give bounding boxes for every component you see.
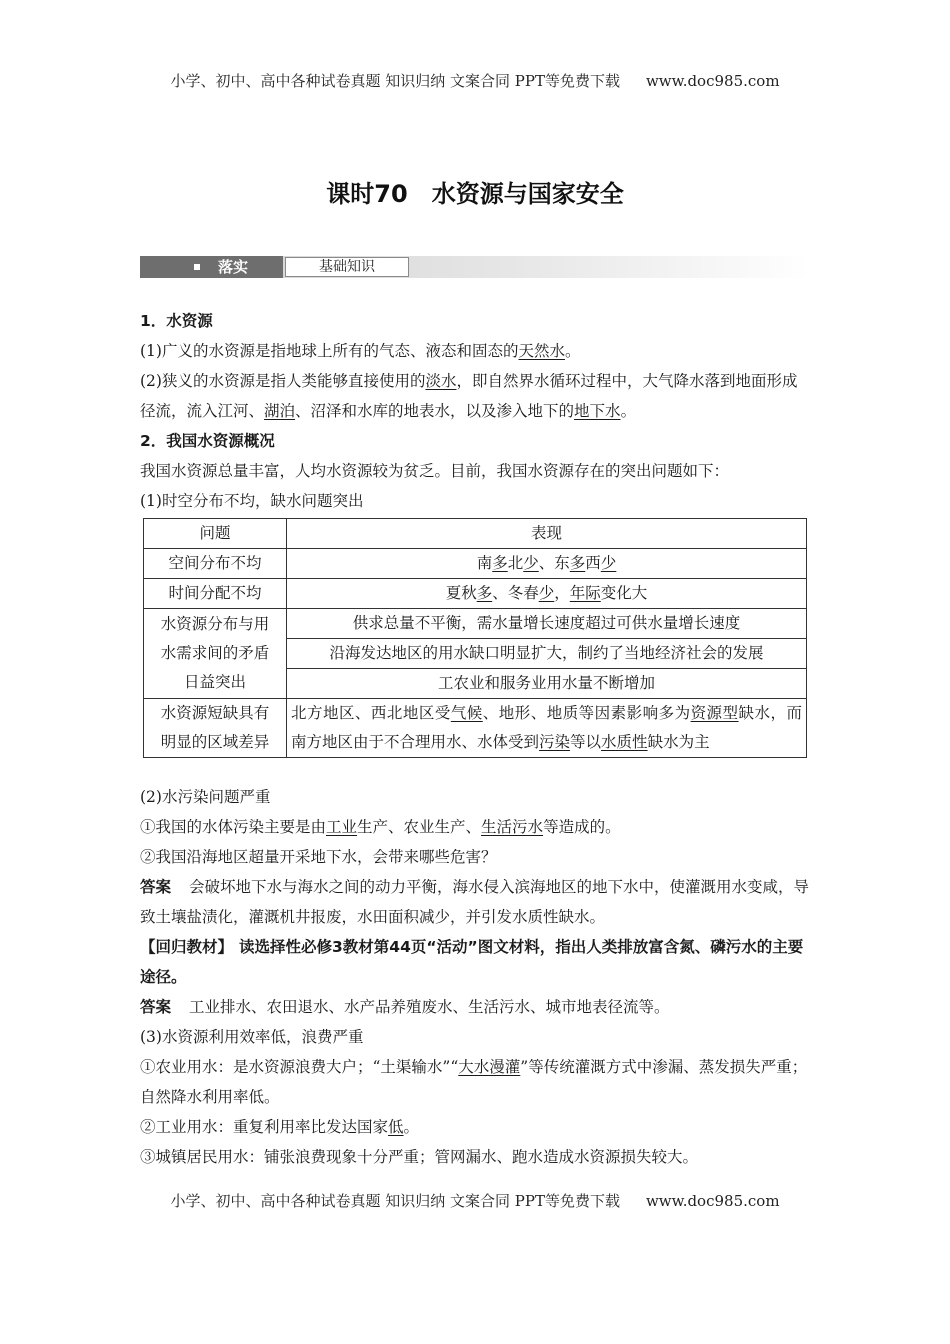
answer-1: 答案 会破坏地下水与海水之间的动力平衡，海水侵入滨海地区的地下水中，使灌溉用水变咸，导致土壤盐渍化，灌溉机井报废，水田面积减少，并引发水质性缺水。 bbox=[140, 878, 810, 926]
table-row bbox=[144, 579, 807, 609]
waste-urban: ③城镇居民用水：铺张浪费现象十分严重；管网漏水、跑水造成水资源损失较大。 bbox=[140, 1148, 699, 1166]
page-footer bbox=[0, 1190, 950, 1211]
back-to-textbook: 【回归教材】 读选择性必修3教材第44页“活动”图文材料，指出人类排放富含氮、磷污水的主要途径。 bbox=[140, 938, 804, 986]
blank-answer: 天然水 bbox=[518, 342, 565, 360]
page-title: 课时70 水资源与国家安全 bbox=[326, 180, 624, 208]
table-cell: 空间分布不均 bbox=[144, 549, 287, 579]
table-row bbox=[144, 549, 807, 579]
table-header-cell: 问题 bbox=[144, 519, 287, 549]
table-cell: 南多北少、东多西少 bbox=[287, 549, 807, 579]
main-content bbox=[140, 306, 812, 1172]
footer-site-link[interactable]: www.doc985.com bbox=[645, 1192, 780, 1210]
table-row bbox=[144, 609, 807, 639]
table-header-cell: 表现 bbox=[287, 519, 807, 549]
blank-answer: 湖泊 bbox=[264, 402, 296, 420]
water-problems-table bbox=[143, 518, 807, 758]
subheading-2: (2)水污染问题严重 bbox=[140, 788, 271, 806]
table-cell: 北方地区、西北地区受气候、地形、地质等因素影响多为资源型缺水，而南方地区由于不合理用水、水体受到污染等以水质性缺水为主 bbox=[287, 699, 807, 758]
table-cell: 供求总量不平衡，需水量增长速度超过可供水量增长速度 bbox=[287, 609, 807, 639]
header-text: 小学、初中、高中各种试卷真题 知识归纳 文案合同 PPT等免费下载 bbox=[170, 72, 620, 90]
square-bullet-icon bbox=[194, 264, 200, 270]
waste-agriculture: ①农业用水：是水资源浪费大户；“土渠输水”“大水漫灌”等传统灌溉方式中渗漏、蒸发损失严重；自然降水利用率低。 bbox=[140, 1058, 808, 1106]
question-2: ②我国沿海地区超量开采地下水，会带来哪些危害？ bbox=[140, 848, 497, 866]
back-to-textbook-tag: 【回归教材】 bbox=[140, 938, 234, 956]
subheading-3: (3)水资源利用效率低，浪费严重 bbox=[140, 1028, 364, 1046]
paragraph-broad-definition: (1)广义的水资源是指地球上所有的气态、液态和固态的天然水。 bbox=[140, 342, 581, 360]
table-cell: 夏秋多、冬春少，年际变化大 bbox=[287, 579, 807, 609]
answer-2: 答案 工业排水、农田退水、水产品养殖废水、生活污水、城市地表径流等。 bbox=[140, 998, 670, 1016]
table-cell: 时间分配不均 bbox=[144, 579, 287, 609]
table-cell: 工农业和服务业用水量不断增加 bbox=[287, 669, 807, 699]
table-cell: 沿海发达地区的用水缺口明显扩大，制约了当地经济社会的发展 bbox=[287, 639, 807, 669]
banner-tag bbox=[140, 256, 283, 278]
intro-paragraph: 我国水资源总量丰富，人均水资源较为贫乏。目前，我国水资源存在的突出问题如下： bbox=[140, 462, 730, 480]
section-heading-2: 2．我国水资源概况 bbox=[140, 432, 275, 450]
table-cell: 水资源短缺具有 明显的区域差异 bbox=[144, 699, 287, 758]
question-1: ①我国的水体污染主要是由工业生产、农业生产、生活污水等造成的。 bbox=[140, 818, 621, 836]
answer-label: 答案 bbox=[140, 878, 172, 896]
section-heading-1: 1．水资源 bbox=[140, 312, 213, 330]
section-banner bbox=[140, 256, 810, 278]
page-header bbox=[0, 70, 950, 91]
blank-answer: 淡水 bbox=[425, 372, 457, 390]
footer-text: 小学、初中、高中各种试卷真题 知识归纳 文案合同 PPT等免费下载 bbox=[170, 1192, 620, 1210]
answer-label: 答案 bbox=[140, 998, 172, 1016]
paragraph-narrow-definition: (2)狭义的水资源是指人类能够直接使用的淡水，即自然界水循环过程中，大气降水落到地面形成径流，流入江河、湖泊、沼泽和水库的地表水，以及渗入地下的地下水。 bbox=[140, 372, 798, 420]
banner-tag-text: 落实 bbox=[218, 258, 249, 276]
waste-industry: ②工业用水：重复利用率比发达国家低。 bbox=[140, 1118, 420, 1136]
banner-label: 基础知识 bbox=[285, 257, 409, 277]
table-header-row bbox=[144, 519, 807, 549]
blank-answer: 地下水 bbox=[574, 402, 621, 420]
header-site-link[interactable]: www.doc985.com bbox=[645, 72, 780, 90]
table-row bbox=[144, 699, 807, 758]
subheading-1: (1)时空分布不均，缺水问题突出 bbox=[140, 492, 364, 510]
table-cell: 水资源分布与用 水需求间的矛盾 日益突出 bbox=[144, 609, 287, 699]
